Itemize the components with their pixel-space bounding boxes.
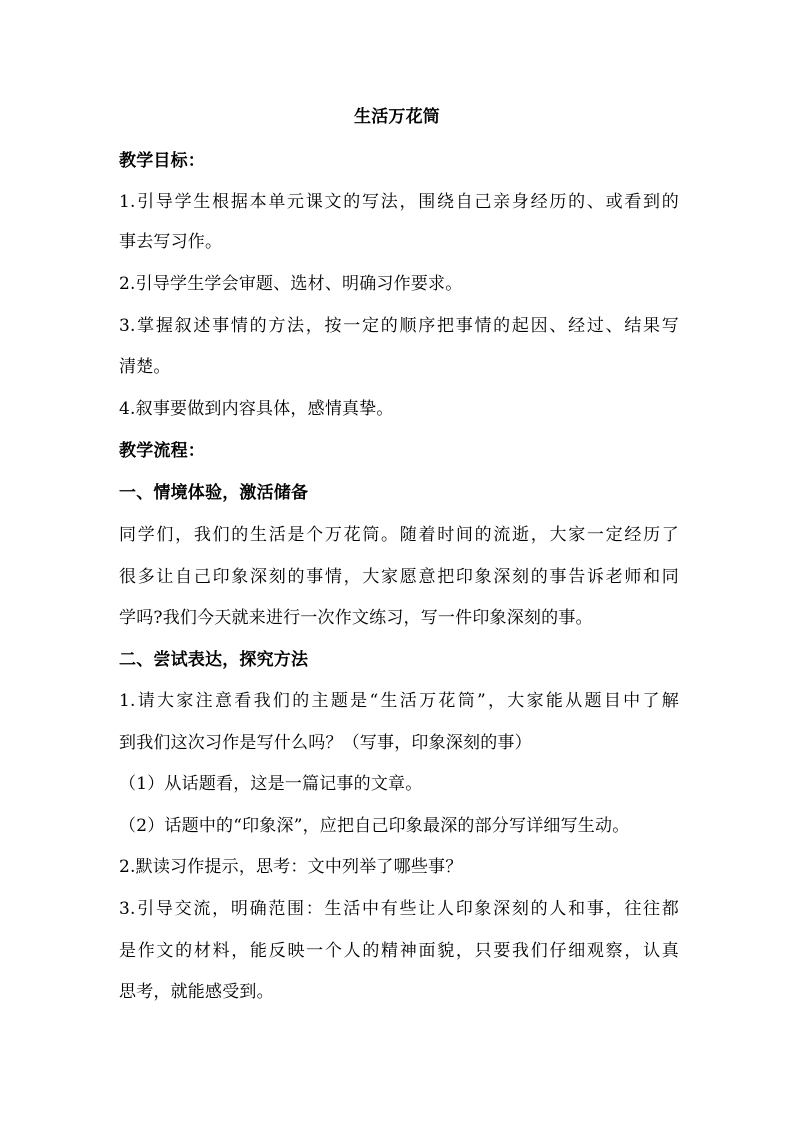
- section-2-item-1-line-1: 1.请大家注意看我们的主题是“生活万花筒”，大家能从题目中了解: [119, 691, 679, 711]
- section-1-heading: 一、情境体验，激活储备: [119, 483, 309, 503]
- section-2-item-1-line-2: 到我们这次习作是写什么吗？（写事，印象深刻的事）: [119, 733, 532, 753]
- section-1-paragraph-line-3: 学吗?我们今天就来进行一次作文练习，写一件印象深刻的事。: [119, 608, 593, 628]
- section-2-item-2: 2.默读习作提示，思考：文中列举了哪些事？: [119, 857, 463, 877]
- section-2-sub-2: （2）话题中的“印象深”，应把自己印象最深的部分写详细写生动。: [119, 816, 630, 836]
- section-2-item-3-line-2: 是作文的材料，能反映一个人的精神面貌，只要我们仔细观察，认真: [119, 941, 679, 961]
- goals-heading: 教学目标：: [119, 151, 205, 171]
- goal-3-line-2: 清楚。: [119, 357, 171, 377]
- document-title: 生活万花筒: [354, 107, 440, 127]
- section-1-paragraph-line-1: 同学们，我们的生活是个万花筒。随着时间的流逝，大家一定经历了: [119, 525, 679, 545]
- goal-4: 4.叙事要做到内容具体，感情真挚。: [119, 399, 394, 419]
- section-2-heading: 二、尝试表达，探究方法: [119, 650, 309, 670]
- goal-2: 2.引导学生学会审题、选材、明确习作要求。: [119, 274, 463, 294]
- section-1-paragraph-line-2: 很多让自己印象深刻的事情，大家愿意把印象深刻的事告诉老师和同: [119, 567, 679, 587]
- goal-1-line-2: 事去写习作。: [119, 232, 223, 252]
- section-2-sub-1: （1）从话题看，这是一篇记事的文章。: [119, 774, 423, 794]
- goal-3-line-1: 3.掌握叙述事情的方法，按一定的顺序把事情的起因、经过、结果写: [119, 316, 679, 336]
- section-2-item-3-line-3: 思考，就能感受到。: [119, 982, 274, 1002]
- goal-1-line-1: 1.引导学生根据本单元课文的写法，围绕自己亲身经历的、或看到的: [119, 192, 679, 212]
- process-heading: 教学流程：: [119, 441, 205, 461]
- section-2-item-3-line-1: 3.引导交流，明确范围：生活中有些让人印象深刻的人和事，往往都: [119, 899, 679, 919]
